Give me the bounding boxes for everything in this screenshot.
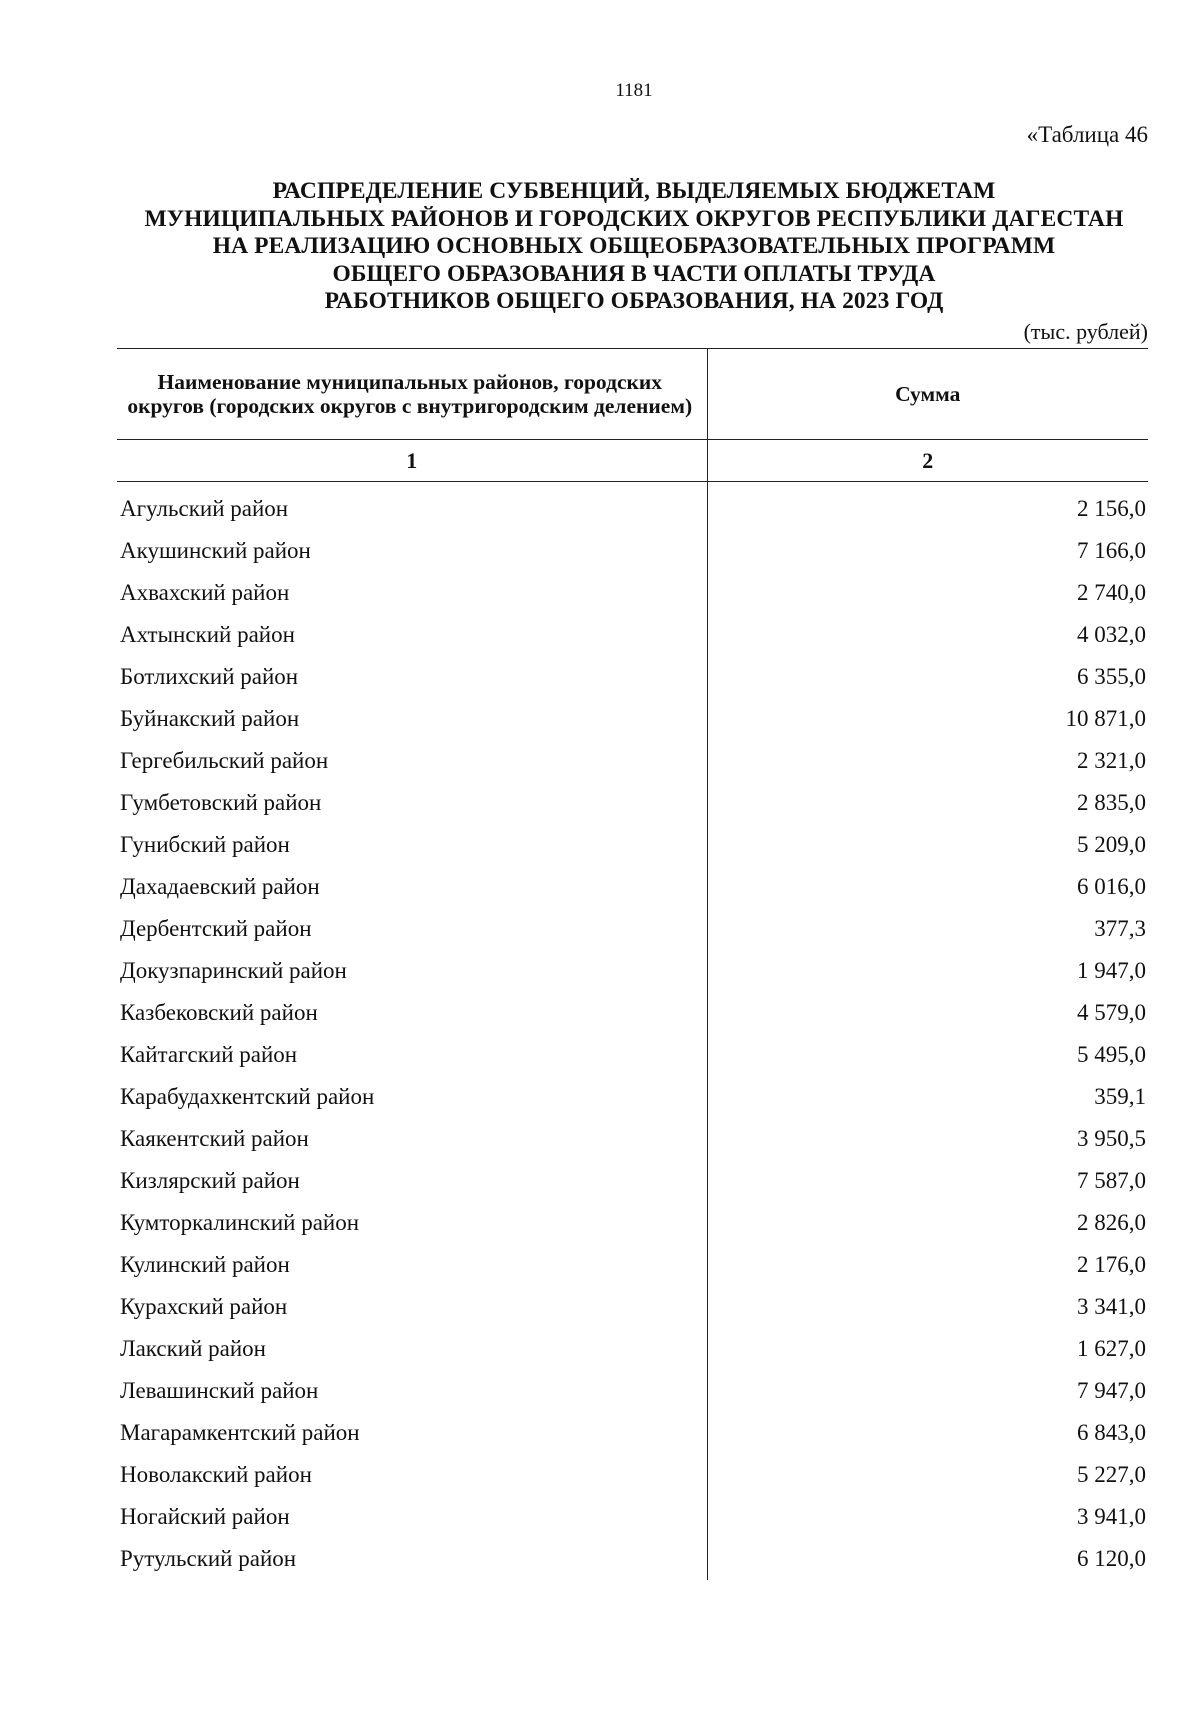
district-name: Гергебильский район	[117, 740, 707, 782]
header-sum-column: Сумма	[707, 349, 1148, 440]
district-name: Рутульский район	[117, 1538, 707, 1580]
document-title	[100, 178, 1168, 316]
district-name: Гунибский район	[117, 824, 707, 866]
column-number: 1	[117, 440, 707, 482]
title-line: НА РЕАЛИЗАЦИЮ ОСНОВНЫХ ОБЩЕОБРАЗОВАТЕЛЬНЫХ ПРОГРАММ	[212, 233, 1056, 259]
district-sum: 2 176,0	[1077, 1252, 1146, 1277]
table-row	[117, 950, 1148, 992]
subvention-table	[117, 348, 1148, 1580]
district-sum: 2 835,0	[1077, 790, 1146, 815]
title-line: ОБЩЕГО ОБРАЗОВАНИЯ В ЧАСТИ ОПЛАТЫ ТРУДА	[332, 260, 936, 287]
district-sum: 2 740,0	[1077, 580, 1146, 605]
district-sum: 7 947,0	[1077, 1378, 1146, 1403]
district-sum: 1 947,0	[1077, 958, 1146, 983]
district-sum: 2 321,0	[1077, 748, 1146, 773]
table-row	[117, 782, 1148, 824]
district-name: Новолакский район	[117, 1454, 707, 1496]
district-sum: 1 627,0	[1077, 1336, 1146, 1361]
district-name: Кумторкалинский район	[117, 1202, 707, 1244]
district-name: Карабудахкентский район	[117, 1076, 707, 1118]
district-name: Докузпаринский район	[117, 950, 707, 992]
district-name: Каякентский район	[117, 1118, 707, 1160]
district-name: Дахадаевский район	[117, 866, 707, 908]
table-row	[117, 740, 1148, 782]
district-sum: 3 941,0	[1077, 1504, 1146, 1529]
district-sum: 6 355,0	[1077, 664, 1146, 689]
table-row	[117, 866, 1148, 908]
district-name: Дербентский район	[117, 908, 707, 950]
table-row	[117, 824, 1148, 866]
district-name: Ботлихский район	[117, 656, 707, 698]
district-sum: 4 032,0	[1077, 622, 1146, 647]
units-label: (тыс. рублей)	[1023, 319, 1148, 344]
table-row	[117, 1496, 1148, 1538]
table-row	[117, 1202, 1148, 1244]
table-row	[117, 1286, 1148, 1328]
header-name-column: Наименование муниципальных районов, городских округов (городских округов с внутригородским делением)	[117, 349, 707, 440]
district-sum: 3 341,0	[1077, 1294, 1146, 1319]
district-name: Гумбетовский район	[117, 782, 707, 824]
district-name: Агульский район	[117, 482, 707, 531]
table-row	[117, 992, 1148, 1034]
district-name: Лакский район	[117, 1328, 707, 1370]
table-label: «Таблица 46	[1026, 122, 1148, 147]
table-row	[117, 530, 1148, 572]
district-sum: 359,1	[1094, 1084, 1146, 1109]
district-name: Левашинский район	[117, 1370, 707, 1412]
district-sum: 5 495,0	[1077, 1042, 1146, 1067]
district-name: Казбековский район	[117, 992, 707, 1034]
table-row	[117, 572, 1148, 614]
table-row	[117, 1160, 1148, 1202]
district-name: Ахвахский район	[117, 572, 707, 614]
district-sum: 7 587,0	[1077, 1168, 1146, 1193]
district-sum: 5 227,0	[1077, 1462, 1146, 1487]
district-sum: 6 120,0	[1077, 1546, 1146, 1571]
table-row	[117, 614, 1148, 656]
table-row	[117, 656, 1148, 698]
district-name: Буйнакский район	[117, 698, 707, 740]
district-sum: 2 156,0	[1077, 496, 1146, 521]
table-row	[117, 698, 1148, 740]
table-row	[117, 1118, 1148, 1160]
table-row	[117, 482, 1148, 531]
title-line: РАБОТНИКОВ ОБЩЕГО ОБРАЗОВАНИЯ, НА 2023 ГОД	[324, 288, 944, 314]
table-row	[117, 1034, 1148, 1076]
table-row	[117, 1370, 1148, 1412]
table-row	[117, 1244, 1148, 1286]
district-sum: 5 209,0	[1077, 832, 1146, 857]
district-sum: 7 166,0	[1077, 538, 1146, 563]
table-header-row	[117, 349, 1148, 440]
column-number-row	[117, 440, 1148, 482]
table-row	[117, 908, 1148, 950]
district-name: Акушинский район	[117, 530, 707, 572]
district-name: Курахский район	[117, 1286, 707, 1328]
table-row	[117, 1538, 1148, 1580]
table-row	[117, 1328, 1148, 1370]
district-name: Кайтагский район	[117, 1034, 707, 1076]
district-name: Кизлярский район	[117, 1160, 707, 1202]
district-sum: 4 579,0	[1077, 1000, 1146, 1025]
district-sum: 3 950,5	[1077, 1126, 1146, 1151]
district-name: Кулинский район	[117, 1244, 707, 1286]
district-sum: 6 016,0	[1077, 874, 1146, 899]
column-number: 2	[707, 440, 1148, 482]
table-row	[117, 1454, 1148, 1496]
title-line: МУНИЦИПАЛЬНЫХ РАЙОНОВ И ГОРОДСКИХ ОКРУГОВ РЕСПУБЛИКИ ДАГЕСТАН	[144, 205, 1124, 232]
district-name: Ахтынский район	[117, 614, 707, 656]
district-sum: 2 826,0	[1077, 1210, 1146, 1235]
page-number: 1181	[615, 80, 653, 101]
district-sum: 6 843,0	[1077, 1420, 1146, 1445]
table-row	[117, 1412, 1148, 1454]
district-sum: 377,3	[1094, 916, 1146, 941]
district-name: Магарамкентский район	[117, 1412, 707, 1454]
title-line: РАСПРЕДЕЛЕНИЕ СУБВЕНЦИЙ, ВЫДЕЛЯЕМЫХ БЮДЖЕТАМ	[272, 178, 996, 204]
district-name: Ногайский район	[117, 1496, 707, 1538]
district-sum: 10 871,0	[1065, 706, 1146, 731]
table-row	[117, 1076, 1148, 1118]
